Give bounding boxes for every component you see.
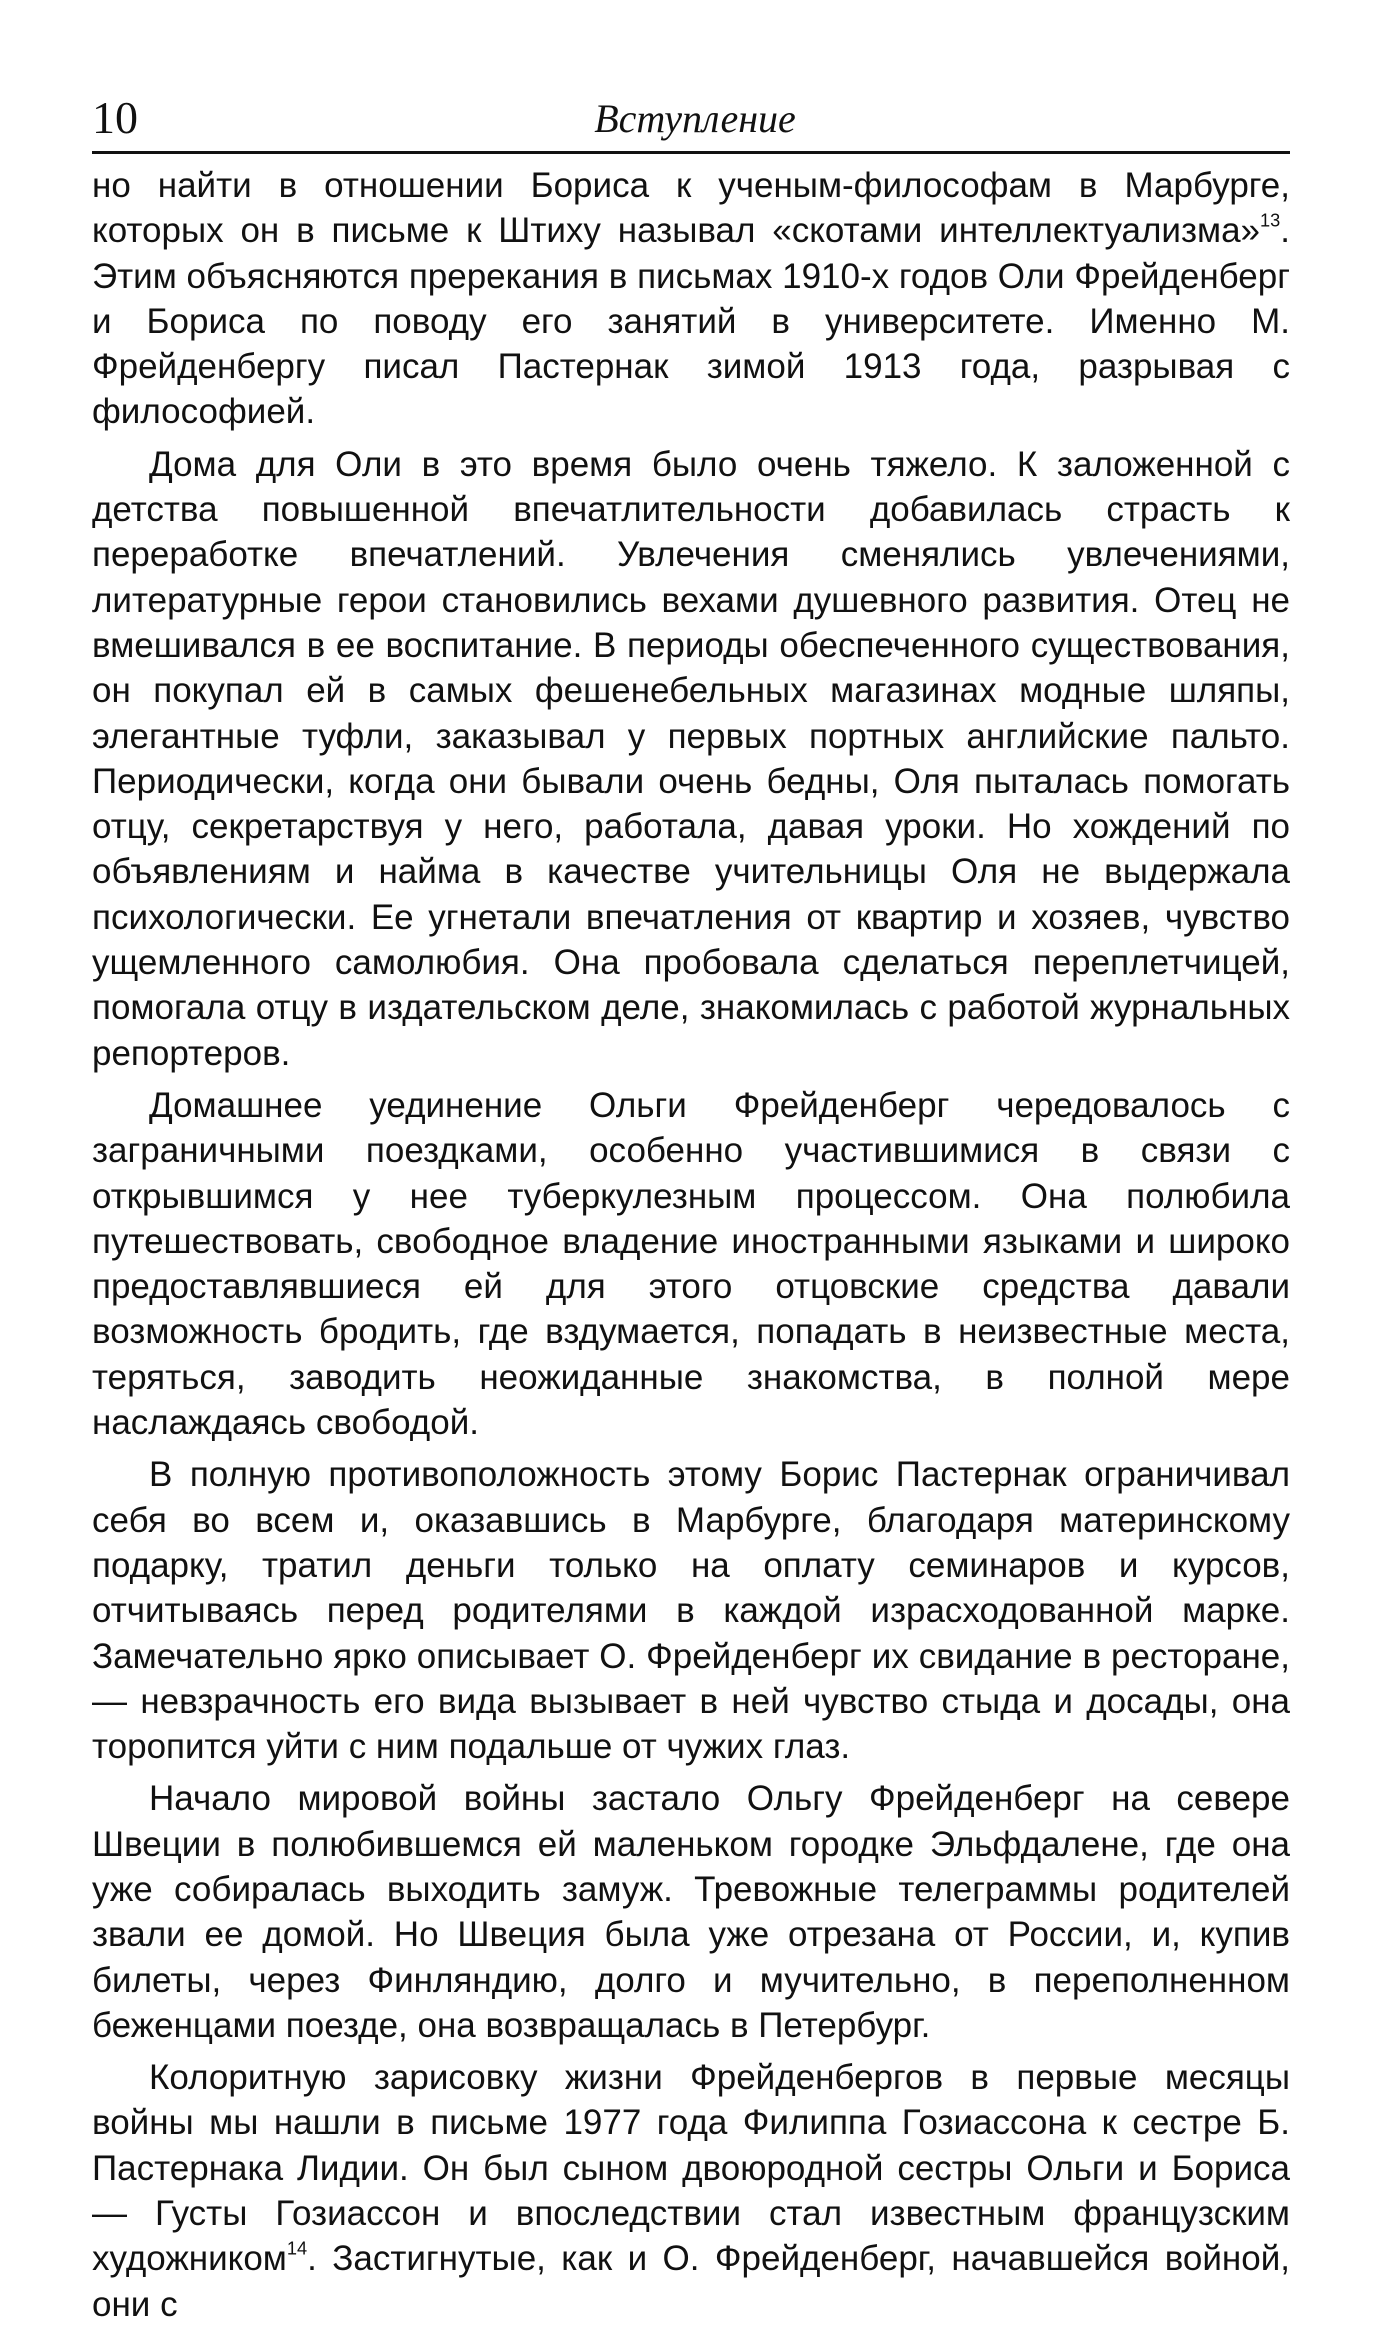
footnote-ref-14: 14 — [286, 2238, 308, 2259]
paragraph-1 — [92, 163, 1290, 435]
paragraph-6 — [92, 2055, 1290, 2327]
paragraph-1-text: но найти в отношении Бориса к ученым-философам в Марбурге, которых он в письме к Штиху называл «скотами интеллектуализма» — [92, 166, 1290, 251]
paragraph-5: Начало мировой войны застало Ольгу Фрейденберг на севере Швеции в полюбившемся ей маленьком городке Эльфдалене, где она уже собиралась выходить замуж. Тревожные телеграммы родителей звали ее домой. Но Швеция была уже отрезана от России, и, купив билеты, через Финляндию, долго и мучительно, в переполненном беженцами поезде, она возвращалась в Петербург. — [92, 1779, 1290, 2045]
paragraph-6-text: Колоритную зарисовку жизни Фрейденбергов в первые месяцы войны мы нашли в письме 1977 года Филиппа Гозиассона к сестре Б. Пастернака Лидии. Он был сыном двоюродной сестры Ольги и Бориса — Густы Гозиассон и впоследствии стал известным французским художником — [92, 2058, 1290, 2279]
running-head: Вступление — [594, 96, 796, 141]
header-rule — [92, 151, 1290, 154]
footnote-ref-13: 13 — [1260, 210, 1281, 231]
page-number: 10 — [92, 92, 138, 143]
paragraph-2: Дома для Оли в это время было очень тяжело. К заложенной с детства повышенной впечатлительности добавилась страсть к переработке впечатлений. Увлечения сменялись увлечениями, литературные герои становились вехами душевного развития. Отец не вмешивался в ее воспитание. В периоды обеспеченного существования, он покупал ей в самых фешенебельных магазинах модные шляпы, элегантные туфли, заказывал у первых портных английские пальто. Периодически, когда они бывали очень бедны, Оля пыталась помогать отцу, секретарствуя у него, работала, давая уроки. Но хождений по объявлениям и найма в качестве учительницы Оля не выдержала психологически. Ее угнетали впечатления от квартир и хозяев, чувство ущемленного самолюбия. Она пробовала сделаться переплетчицей, помогала отцу в издательском деле, знакомилась с работой журнальных репортеров. — [92, 444, 1290, 1073]
paragraph-6-text-end: . Застигнутые, как и О. Фрейденберг, начавшейся войной, они с — [92, 2239, 1290, 2324]
body-text — [92, 163, 1290, 2327]
paragraph-3: Домашнее уединение Ольги Фрейденберг чередовалось с заграничными поездками, особенно участившимися в связи с открывшимся у нее туберкулезным процессом. Она полюбила путешествовать, свободное владение иностранными языками и широко предоставлявшиеся ей для этого отцовские средства давали возможность бродить, где вздумается, попадать в неизвестные места, теряться, заводить неожиданные знакомства, в полной мере наслаждаясь свободой. — [92, 1085, 1290, 1443]
paragraph-1-text-end: . Этим объясняются пререкания в письмах 1910-х годов Оли Фрейденберг и Бориса по поводу его занятий в университете. Именно М. Фрейденбергу писал Пастернак зимой 1913 года, разрывая с философией. — [92, 211, 1290, 432]
paragraph-4: В полную противоположность этому Борис Пастернак ограничивал себя во всем и, оказавшись в Марбурге, благодаря материнскому подарку, тратил деньги только на оплату семинаров и курсов, отчитываясь перед родителями в каждой израсходованной марке. Замечательно ярко описывает О. Фрейденберг их свидание в ресторане, — невзрачность его вида вызывает в ней чувство стыда и досады, она торопится уйти с ним подальше от чужих глаз. — [92, 1455, 1290, 1767]
